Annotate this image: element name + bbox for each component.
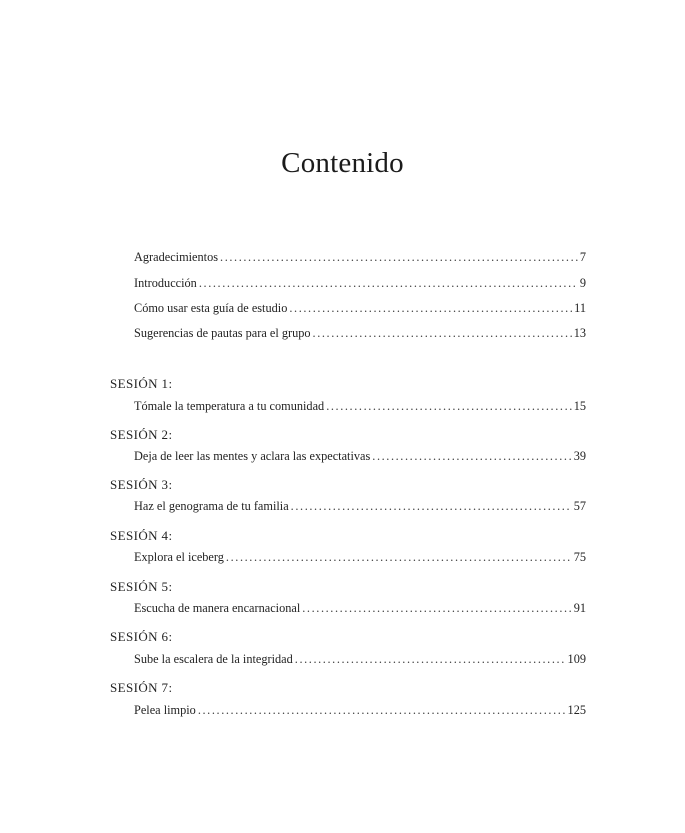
toc-entry-session-4	[134, 549, 586, 565]
toc-entry-label: Pelea limpio	[134, 703, 196, 717]
toc-entry-agradecimientos	[134, 249, 586, 265]
session-heading: SESIÓN 7:	[110, 680, 173, 695]
dot-leader	[372, 448, 571, 464]
toc-entry-label: Introducción	[134, 276, 197, 290]
toc-entry-label: Explora el iceberg	[134, 550, 224, 564]
dot-leader	[226, 549, 572, 565]
session-heading: SESIÓN 5:	[110, 579, 173, 594]
toc-entry-sugerencias	[134, 325, 586, 341]
toc-entry-como-usar	[134, 300, 586, 316]
toc-entry-session-7	[134, 702, 586, 718]
dot-leader	[313, 325, 572, 341]
toc-entry-label: Haz el genograma de tu familia	[134, 499, 289, 513]
dot-leader	[326, 398, 572, 414]
session-heading: SESIÓN 1:	[110, 376, 173, 391]
dot-leader	[291, 498, 572, 514]
toc-entry-page: 91	[573, 601, 586, 615]
toc-entry-introduccion	[134, 275, 586, 291]
toc-entry-page: 125	[567, 703, 586, 717]
dot-leader	[220, 249, 578, 265]
toc-entry-page: 57	[573, 499, 586, 513]
dot-leader	[289, 300, 572, 316]
toc-entry-label: Escucha de manera encarnacional	[134, 601, 301, 615]
toc-entry-page: 109	[567, 652, 586, 666]
toc-entry-label: Tómale la temperatura a tu comunidad	[134, 399, 325, 413]
session-heading: SESIÓN 4:	[110, 528, 173, 543]
session-heading: SESIÓN 6:	[110, 629, 173, 644]
toc-entry-page: 15	[573, 399, 586, 413]
toc-entry-label: Cómo usar esta guía de estudio	[134, 301, 288, 315]
dot-leader	[199, 275, 578, 291]
toc-entry-page: 39	[573, 449, 586, 463]
toc-entry-label: Sube la escalera de la integridad	[134, 652, 293, 666]
toc-entry-label: Deja de leer las mentes y aclara las expectativas	[134, 449, 371, 463]
toc-entry-page: 13	[573, 326, 586, 340]
toc-entry-page: 7	[579, 250, 586, 264]
toc-entry-label: Agradecimientos	[134, 250, 219, 264]
toc-entry-label: Sugerencias de pautas para el grupo	[134, 326, 311, 340]
dot-leader	[295, 651, 566, 667]
toc-entry-page: 75	[573, 550, 586, 564]
dot-leader	[302, 600, 571, 616]
toc-entry-page: 11	[574, 301, 586, 315]
toc-entry-session-5	[134, 600, 586, 616]
toc-entry-session-3	[134, 498, 586, 514]
page-title: Contenido	[281, 147, 404, 179]
toc-entry-session-2	[134, 448, 586, 464]
toc-entry-session-6	[134, 651, 586, 667]
toc-entry-session-1	[134, 398, 586, 414]
toc-entry-page: 9	[579, 276, 586, 290]
session-heading: SESIÓN 2:	[110, 427, 173, 442]
dot-leader	[198, 702, 566, 718]
session-heading: SESIÓN 3:	[110, 477, 173, 492]
